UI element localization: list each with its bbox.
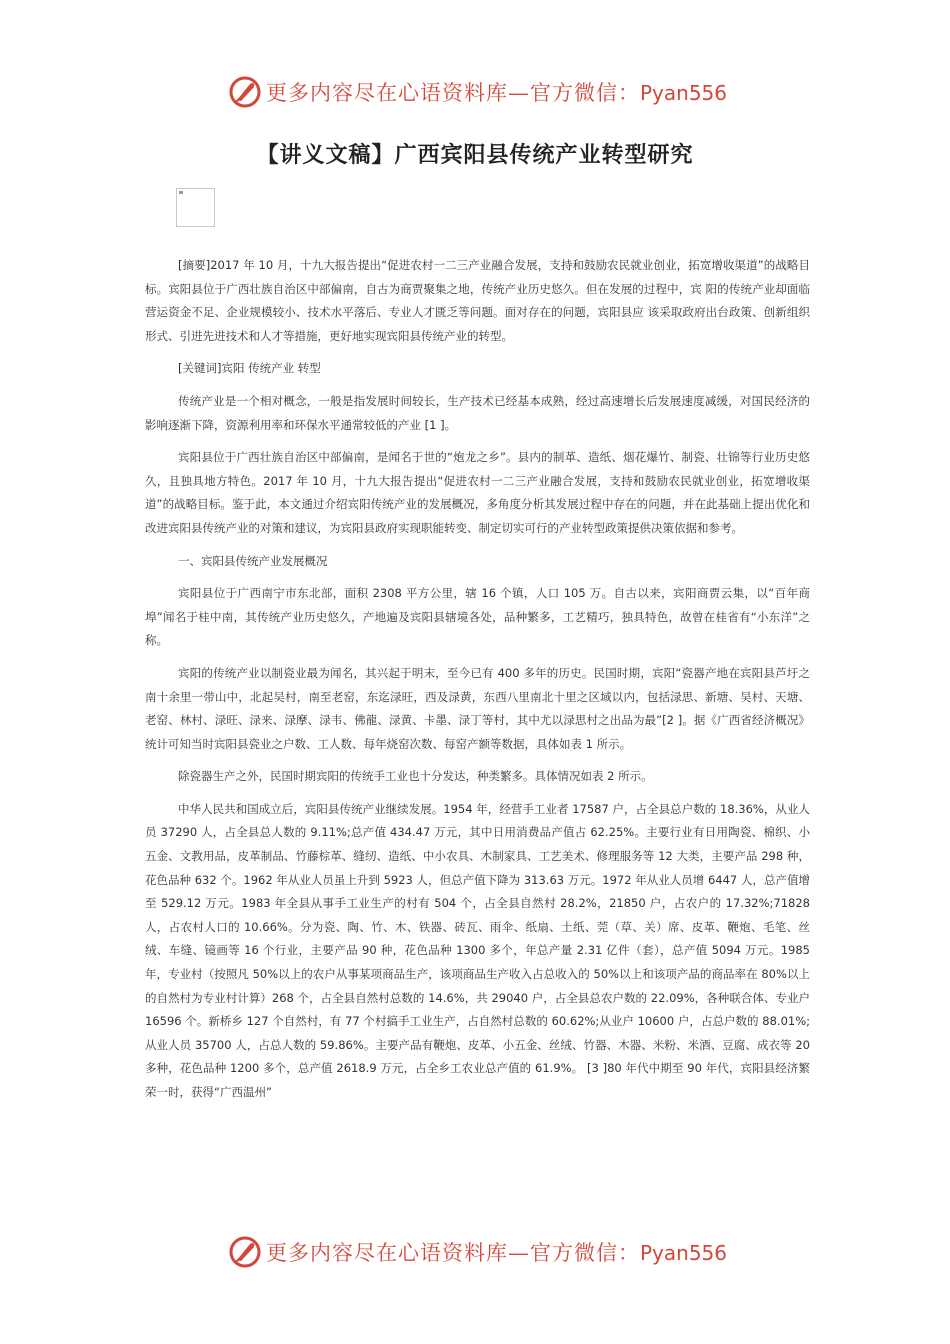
banner-text bbox=[266, 77, 727, 107]
body-paragraph: 除瓷器生产之外，民国时期宾阳的传统手工业也十分发达，种类繁多。具体情况如表 2 所示。 bbox=[178, 769, 653, 784]
body-paragraph: 传统产业是一个相对概念，一般是指发展时间较长，生产技术已经基本成熟，经过高速增长后发展速度减缓，对国民经济的影响逐渐下降，资源利用率和环保水平通常较低的产业 [1 ]。 bbox=[145, 393, 810, 432]
banner-label: 更多内容尽在心语资料库—官方微信： bbox=[266, 81, 640, 105]
wechat-id: Pyan556 bbox=[640, 81, 728, 105]
banner-text bbox=[266, 1237, 727, 1267]
document-body bbox=[145, 254, 810, 1114]
broken-image-placeholder bbox=[176, 188, 215, 227]
header-watermark-banner bbox=[228, 74, 728, 110]
keywords-paragraph: [关键词]宾阳 传统产业 转型 bbox=[178, 361, 321, 376]
abstract-paragraph: [摘要]2017 年 10 月，十九大报告提出“促进农村一二三产业融合发展，支持和鼓励农民就业创业，拓宽增收渠道”的战略目标。宾阳县位于广西壮族自治区中部偏南，自古为商贾聚集之地，传统产业历史悠久。但在发展的过程中，宾 阳的传统产业却面临营运资金不足、企业规模较小、技术水平落后、专业人才匮乏等问题。面对存在的问题，宾阳县应 该采取政府出台政策、创新组织形式、引进先进技术和人才等措施，更好地实现宾阳县传统产业的转型。 bbox=[145, 258, 810, 343]
body-paragraph: 宾阳的传统产业以制瓷业最为闻名，其兴起于明末，至今已有 400 多年的历史。民国时期，宾阳“瓷器产地在宾阳县芦圩之南十余里一带山中，北起吴村，南至老窑，东迄渌旺，西及渌黄，东西八里南北十里之区域以内，包括渌思、新塘、吴村、天塘、老窑、林村、渌旺、渌来、渌摩、渌韦、佛龍、渌黄、卡墨、渌丁等村，其中尤以渌思村之出品为最”[2 ]。据《广西省经济概况》统计可知当时宾阳县瓷业之户数、工人数、每年烧窑次数、每窑产额等数据，具体如表 1 所示。 bbox=[145, 665, 810, 751]
footer-watermark-banner bbox=[228, 1234, 728, 1270]
broken-image-icon bbox=[179, 191, 183, 194]
body-paragraph: 宾阳县位于广西壮族自治区中部偏南，是闻名于世的“炮龙之乡”。县内的制革、造纸、烟花爆竹、制瓷、壮锦等行业历史悠久，且独具地方特色。2017 年 10 月，十九大报告提出“促进农村一二三产业融合发展，支持和鼓励农民就业创业，拓宽增收渠道”的战略目标。鉴于此，本文通过介绍宾阳传统产业的发展概况，多角度分析其发展过程中存在的问题，并在此基础上提出优化和改进宾阳县传统产业的对策和建议，为宾阳县政府实现职能转变、制定切实可行的产业转型政策提供决策依据和参考。 bbox=[145, 450, 810, 535]
feather-seal-logo-icon bbox=[228, 1235, 262, 1269]
document-title: 【讲义文稿】广西宾阳县传统产业转型研究 bbox=[256, 143, 694, 168]
wechat-id: Pyan556 bbox=[640, 1241, 728, 1265]
banner-label: 更多内容尽在心语资料库—官方微信： bbox=[266, 1241, 640, 1265]
body-paragraph: 宾阳县位于广西南宁市东北部，面积 2308 平方公里，辖 16 个镇，人口 105 万。自古以来，宾阳商贾云集，以“百年商埠”闻名于桂中南，其传统产业历史悠久，产地遍及宾阳县辖境各处，品种繁多，工艺精巧，独具特色，故曾在桂省有“小东洋”之称。 bbox=[145, 586, 810, 648]
feather-seal-logo-icon bbox=[228, 75, 262, 109]
body-paragraph: 中华人民共和国成立后，宾阳县传统产业继续发展。1954 年，经营手工业者 17587 户，占全县总户数的 18.36%，从业人员 37290 人，占全县总人数的 9.11%;总产值 434.47 万元，其中日用消费品产值占 62.25%。主要行业有日用陶瓷、棉织、小五金、文教用品，皮革制品、竹藤棕革、缝纫、造纸、中小农具、木制家具、工艺美术、修理服务等 12 大类，主要产品 298 种，花色品种 632 个。1962 年从业人员虽上升到 5923 人，但总产值下降为 313.63 万元。1972 年从业人员增 6447 人，总产值增至 529.12 万元。1983 年全县从事手工业生产的村有 504 个，占全县自然村 28.2%，21850 户，占农户的 17.32%;71828 人，占农村人口的 10.66%。分为瓷、陶、竹、木、铁器、砖瓦、雨伞、纸扇、土纸、莞（草、关）席、皮革、鞭炮、毛笔、丝绒、车缝、镜画等 16 个行业，主要产品 90 种，花色品种 1300 多个，年总产量 2.31 亿件（套），总产值 5094 万元。1985 年，专业村（按照凡 50%以上的农户从事某项商品生产，该项商品生产收入占总收入的 50%以上和该项产品的商品率在 80%以上的自然村为专业村计算）268 个，占全县自然村总数的 14.6%，共 29040 户，占全县总农户数的 22.09%，各种联合体、专业户 16596 个。新桥乡 127 个自然村，有 77 个村搞手工业生产，占自然村总数的 60.62%;从业户 10600 户，占总户数的 88.01%;从业人员 35700 人，占总人数的 59.86%。主要产品有鞭炮、皮革、小五金、丝绒、竹器、木器、米粉、米酒、豆腐、成衣等 20 多种，花色品种 1200 多个，总产值 2618.9 万元，占全乡工农业总产值的 61.9%。 [3 ]80 年代中期至 90 年代，宾阳县经济繁荣一时，获得“广西温州” bbox=[145, 801, 810, 1099]
section-heading: 一、宾阳县传统产业发展概况 bbox=[178, 553, 328, 568]
